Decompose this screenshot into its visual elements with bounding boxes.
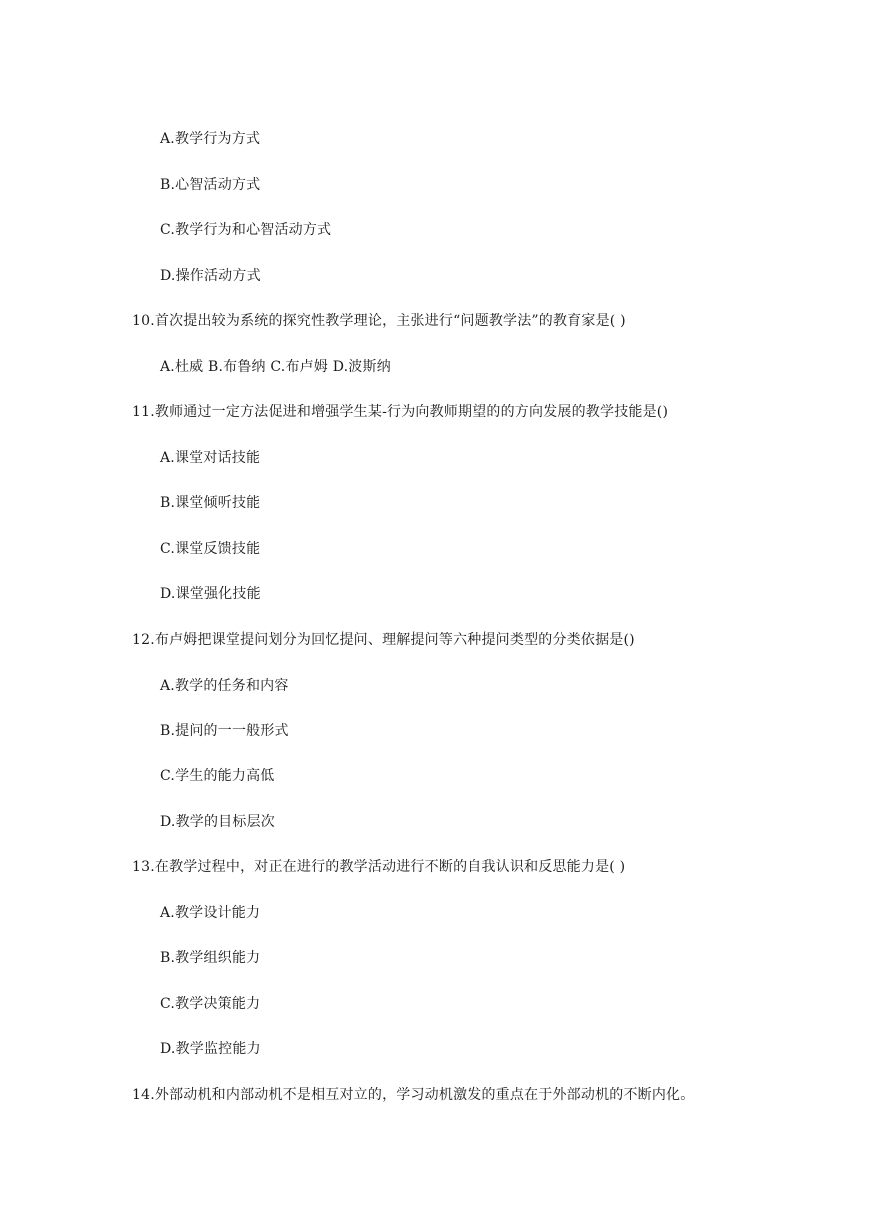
q11-option-a: A.课堂对话技能: [160, 450, 261, 466]
q13-option-d: D.教学监控能力: [160, 1041, 261, 1057]
q12-option-a: A.教学的任务和内容: [160, 678, 289, 694]
q11-option-b: B.课堂倾听技能: [160, 495, 261, 511]
q10-stem: 10.首次提出较为系统的探究性教学理论，主张进行“问题教学法”的教育家是( ): [132, 313, 626, 329]
q13-option-b: B.教学组织能力: [160, 950, 261, 966]
q9-option-d: D.操作活动方式: [160, 268, 261, 284]
q9-option-a: A.教学行为方式: [160, 131, 261, 147]
q12-stem: 12.布卢姆把课堂提问划分为回忆提问、理解提问等六种提问类型的分类依据是(): [132, 632, 635, 648]
q10-options: A.杜威 B.布鲁纳 C.布卢姆 D.波斯纳: [160, 359, 391, 375]
q13-option-c: C.教学决策能力: [160, 996, 261, 1012]
q14-stem: 14.外部动机和内部动机不是相互对立的，学习动机激发的重点在于外部动机的不断内化。: [132, 1087, 695, 1103]
q13-stem: 13.在教学过程中，对正在进行的教学活动进行不断的自我认识和反思能力是( ): [132, 859, 626, 875]
q12-option-b: B.提问的一一般形式: [160, 723, 289, 739]
q11-stem: 11.教师通过一定方法促进和增强学生某-行为向教师期望的的方向发展的教学技能是(): [132, 404, 669, 420]
q11-option-c: C.课堂反馈技能: [160, 541, 261, 557]
q9-option-b: B.心智活动方式: [160, 177, 261, 193]
q12-option-d: D.教学的目标层次: [160, 814, 275, 830]
q13-option-a: A.教学设计能力: [160, 905, 261, 921]
q11-option-d: D.课堂强化技能: [160, 586, 261, 602]
q9-option-c: C.教学行为和心智活动方式: [160, 222, 332, 238]
q12-option-c: C.学生的能力高低: [160, 768, 275, 784]
